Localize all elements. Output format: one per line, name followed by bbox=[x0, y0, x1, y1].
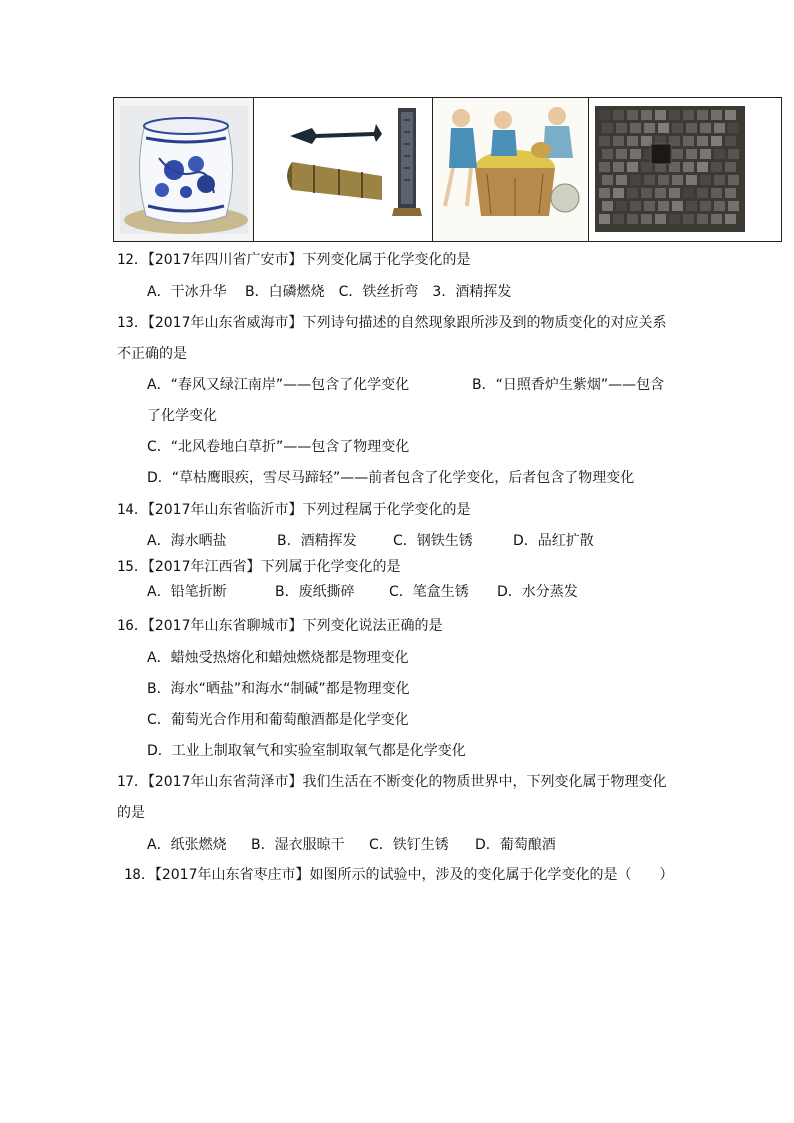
option-a: A．铅笔折断 bbox=[147, 584, 227, 600]
question-source: 【2017年山东省威海市】 bbox=[147, 315, 303, 331]
question-stem: 如图所示的试验中，涉及的变化属于化学变化的是（ ） bbox=[309, 867, 674, 883]
question-number: 16． bbox=[117, 618, 148, 634]
option-c: C．笔盒生锈 bbox=[389, 584, 469, 600]
question-17-stem-continued: 的是 bbox=[117, 805, 145, 821]
question-13 bbox=[117, 314, 667, 332]
question-number: 13． bbox=[117, 315, 148, 331]
option-b: B．废纸撕碎 bbox=[275, 584, 355, 600]
option-b: B．“日照香炉生紫烟”——包含 bbox=[472, 377, 665, 393]
question-number: 17． bbox=[117, 774, 148, 790]
question-source: 【2017年山东省临沂市】 bbox=[147, 502, 303, 518]
question-13-stem-continued: 不正确的是 bbox=[117, 346, 187, 362]
option-d: D．品红扩散 bbox=[513, 533, 594, 549]
question-16 bbox=[117, 617, 443, 635]
option-a: A．纸张燃烧 bbox=[147, 837, 227, 853]
option-a: A．海水晒盐 bbox=[147, 533, 227, 549]
option-d: D．“草枯鹰眼疾，雪尽马蹄轻”——前者包含了化学变化，后者包含了物理变化 bbox=[147, 470, 635, 486]
question-source: 【2017年山东省枣庄市】 bbox=[154, 867, 310, 883]
question-stem: 我们生活在不断变化的物质世界中，下列变化属于物理变化 bbox=[302, 774, 667, 790]
question-number: 18． bbox=[124, 867, 155, 883]
question-source: 【2017年江西省】 bbox=[147, 559, 261, 575]
option-c: C．葡萄光合作用和葡萄酿酒都是化学变化 bbox=[147, 712, 409, 728]
question-12-options: A．干冰升华 B．白磷燃烧 C．铁丝折弯 3．酒精挥发 bbox=[147, 284, 512, 300]
question-source: 【2017年山东省菏泽市】 bbox=[147, 774, 303, 790]
question-number: 14． bbox=[117, 502, 148, 518]
option-d: D．葡萄酿酒 bbox=[475, 837, 556, 853]
question-17-options bbox=[147, 836, 556, 854]
option-d: D．水分蒸发 bbox=[497, 584, 578, 600]
option-a: A．蜡烛受热熔化和蜡烛燃烧都是物理变化 bbox=[147, 650, 409, 666]
arrow-bamboo-image bbox=[254, 98, 433, 241]
question-15 bbox=[117, 558, 401, 576]
question-14 bbox=[117, 501, 471, 519]
question-source: 【2017年四川省广安市】 bbox=[147, 252, 303, 268]
option-b: B．湿衣服晾干 bbox=[251, 837, 345, 853]
option-b: B．酒精挥发 bbox=[277, 533, 357, 549]
question-source: 【2017年山东省聊城市】 bbox=[147, 618, 303, 634]
image-table bbox=[113, 97, 782, 242]
option-a: A．“春风又绿江南岸”——包含了化学变化 bbox=[147, 377, 410, 393]
question-15-options bbox=[147, 583, 578, 601]
question-14-options bbox=[147, 532, 594, 550]
question-number: 15． bbox=[117, 559, 148, 575]
question-stem: 下列属于化学变化的是 bbox=[260, 559, 401, 575]
porcelain-jar-image bbox=[114, 98, 254, 241]
question-stem: 下列变化说法正确的是 bbox=[302, 618, 443, 634]
question-stem: 下列变化属于化学变化的是 bbox=[302, 252, 471, 268]
workers-illustration-image bbox=[433, 98, 589, 241]
question-stem: 下列诗句描述的自然现象跟所涉及到的物质变化的对应关系 bbox=[302, 315, 667, 331]
option-d: D．工业上制取氧气和实验室制取氧气都是化学变化 bbox=[147, 743, 466, 759]
question-18 bbox=[124, 866, 674, 884]
question-number: 12． bbox=[117, 252, 148, 268]
option-c: C．“北风卷地白草折”——包含了物理变化 bbox=[147, 439, 410, 455]
option-b-continued: 了化学变化 bbox=[147, 408, 217, 424]
question-stem: 下列过程属于化学变化的是 bbox=[302, 502, 471, 518]
question-12 bbox=[117, 251, 471, 269]
movable-type-image bbox=[589, 98, 781, 241]
question-17 bbox=[117, 773, 667, 791]
option-b: B．海水“晒盐”和海水“制碱”都是物理变化 bbox=[147, 681, 410, 697]
option-c: C．铁钉生锈 bbox=[369, 837, 449, 853]
option-c: C．钢铁生锈 bbox=[393, 533, 473, 549]
